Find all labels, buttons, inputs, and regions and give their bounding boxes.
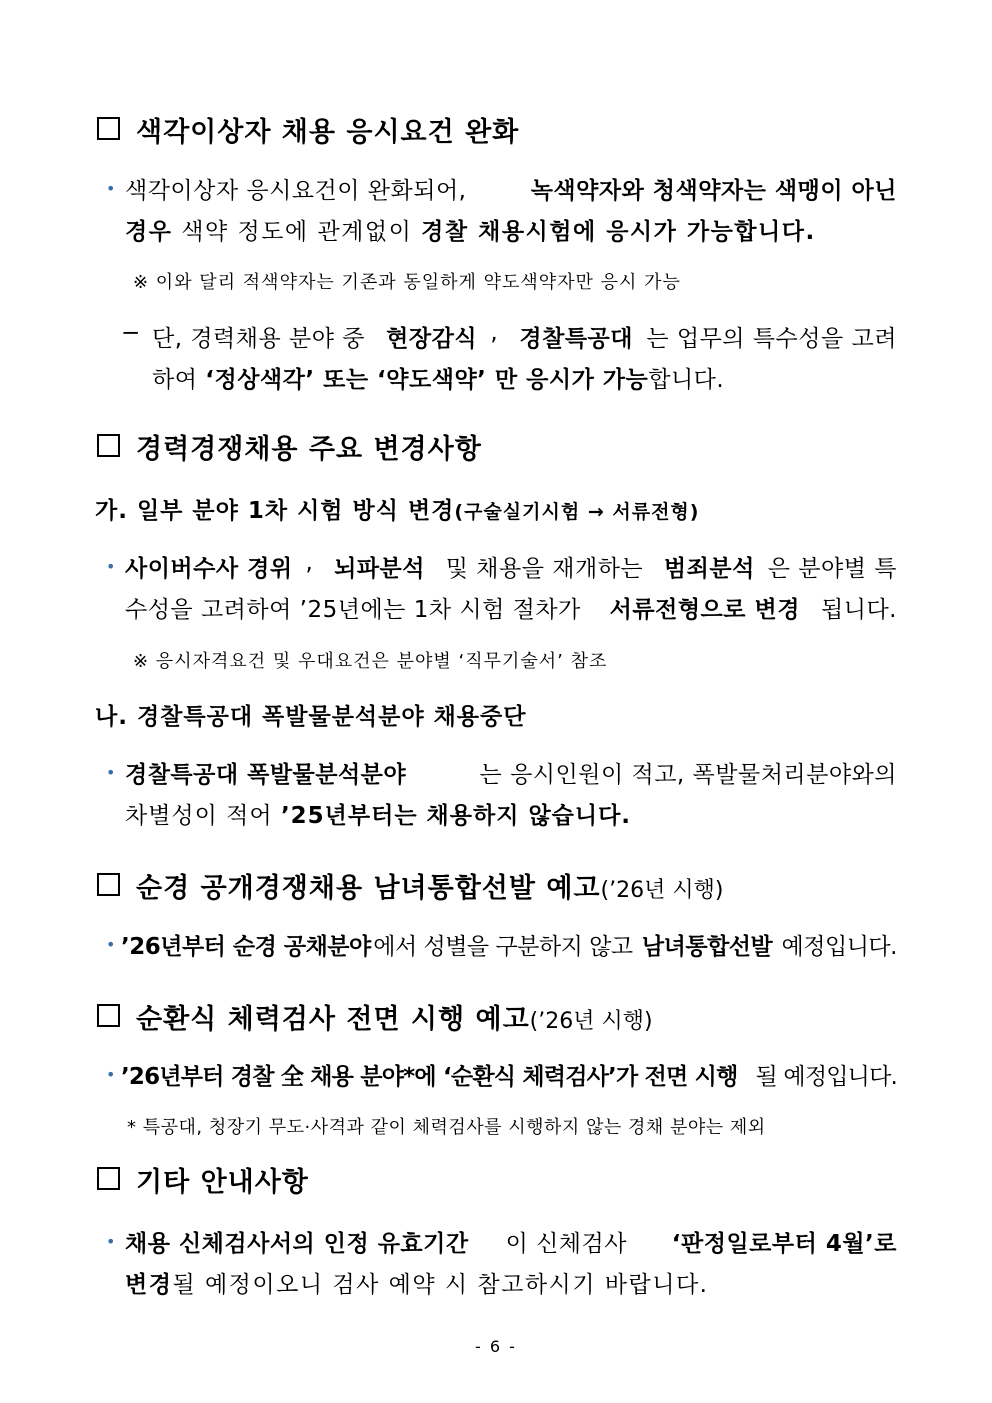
section-2-title: 경력경쟁채용 주요 변경사항 <box>136 434 482 465</box>
text-run: 합니다. <box>648 367 725 393</box>
text-run: 는 응시인원이 적고, 폭발물처리분야와의 <box>479 762 897 788</box>
bullet-icon: • <box>106 1065 116 1084</box>
bold-text: 경찰특공대 <box>519 326 633 352</box>
page-number: - 6 - <box>475 1337 517 1356</box>
s2-ga-line2 <box>125 591 897 624</box>
subsection-ga-paren: (구술실기시험 → 서류전형) <box>454 501 700 523</box>
text-run: 색약 정도에 관계없이 <box>172 219 422 245</box>
s2-ga-line1 <box>125 550 897 583</box>
section-heading-3 <box>97 866 723 905</box>
s2-ga-note: ※ 응시자격요건 및 우대요건은 분야별 ‘직무기술서’ 참조 <box>133 651 608 672</box>
bold-text: ’25년부터는 채용하지 않습니다. <box>280 803 632 829</box>
bullet-icon: • <box>106 179 116 198</box>
section-4-title: 순환식 체력검사 전면 시행 예고 <box>136 1004 530 1035</box>
dash-marker: − <box>121 320 141 346</box>
s1-p1-line1 <box>125 172 897 205</box>
section-heading-4 <box>97 997 653 1036</box>
bold-text: 변경 <box>125 1272 173 1298</box>
bullet-icon: • <box>106 763 116 782</box>
bold-text: 경우 <box>125 219 173 245</box>
text-run: 이 신체검사 <box>505 1231 635 1257</box>
s5-line2 <box>125 1266 708 1299</box>
bold-text: 채용 신체검사서의 인정 유효기간 <box>125 1231 469 1257</box>
checkbox-square-icon <box>97 117 120 140</box>
s4-footnote: * 특공대, 청장기 무도·사격과 같이 체력검사를 시행하지 않는 경채 분야는 제외 <box>127 1117 766 1138</box>
text-run: 수성을 고려하여 ’25년에는 1차 시험 절차가 <box>125 597 589 623</box>
bold-text: 범죄분석 <box>663 556 755 582</box>
text-run: 될 예정이오니 검사 예약 시 참고하시기 바랍니다. <box>172 1272 709 1298</box>
checkbox-square-icon <box>97 1167 120 1190</box>
text-run: 예정입니다. <box>774 934 897 960</box>
bold-text: 뇌파분석 <box>334 556 425 582</box>
subsection-ga-text: 가. 일부 분야 1차 시험 방식 변경 <box>95 498 455 524</box>
text-run: 하여 <box>152 367 206 393</box>
text-run: 는 업무의 특수성을 고려 <box>646 326 897 352</box>
section-heading-5 <box>97 1160 309 1199</box>
bold-text: 경찰특공대 폭발물분석분야 <box>125 762 407 788</box>
s4-line1 <box>121 1058 897 1091</box>
text-run: 색각이상자 응시요건이 완화되어, <box>125 178 475 204</box>
bold-text: 서류전형으로 변경 <box>609 597 800 623</box>
section-3-title: 순경 공개경쟁채용 남녀통합선발 예고 <box>136 873 601 904</box>
s1-note: ※ 이와 달리 적색약자는 기존과 동일하게 약도색약자만 응시 가능 <box>133 272 681 293</box>
text-run: 에서 성별을 구분하지 않고 <box>373 934 640 960</box>
subsection-na-title: 나. 경찰특공대 폭발물분석분야 채용중단 <box>95 704 527 730</box>
text-run: 됩니다. <box>821 597 897 623</box>
bullet-icon: • <box>106 1232 116 1251</box>
bold-text: ‘판정일로부터 4월’로 <box>671 1231 897 1257</box>
section-4-note: (’26년 시행) <box>529 1009 653 1034</box>
text-run: , <box>305 550 322 576</box>
text-run: 은 분야별 특 <box>767 556 897 582</box>
s2-na-line1 <box>125 756 897 789</box>
checkbox-square-icon <box>97 1004 120 1027</box>
s1-p2-line2 <box>152 361 724 394</box>
checkbox-square-icon <box>97 873 120 896</box>
bullet-icon: • <box>106 935 116 954</box>
section-1-title: 색각이상자 채용 응시요건 완화 <box>136 117 520 148</box>
s1-p2-line1 <box>152 320 897 353</box>
bold-text: 경찰 채용시험에 응시가 가능합니다. <box>421 219 816 245</box>
text-run: 차별성이 적어 <box>125 803 281 829</box>
bold-text: ‘정상색각’ 또는 ‘약도색약’ 만 응시가 가능 <box>205 367 649 393</box>
section-3-note: (’26년 시행) <box>600 878 724 903</box>
text-run: , <box>490 320 507 346</box>
bold-text: 사이버수사 경위 <box>125 556 293 582</box>
bold-text: 남녀통합선발 <box>641 934 773 960</box>
bold-text: ’26년부터 경찰 全 채용 분야*에 ‘순환식 체력검사’가 전면 시행 <box>121 1064 738 1090</box>
text-run: 될 예정입니다. <box>755 1064 897 1090</box>
text-run: 단, 경력채용 분야 중 <box>152 326 373 352</box>
section-heading-1 <box>97 110 519 149</box>
checkbox-square-icon <box>97 434 120 457</box>
bold-text: 현장감식 <box>386 326 478 352</box>
s2-na-line2 <box>125 797 631 830</box>
text-run: 및 채용을 재개하는 <box>437 556 651 582</box>
s3-line1 <box>121 928 897 961</box>
subsection-ga-title <box>95 492 699 525</box>
section-heading-2 <box>97 427 482 466</box>
s5-line1 <box>125 1225 897 1258</box>
bullet-icon: • <box>106 557 116 576</box>
s1-p1-line2 <box>125 213 816 246</box>
bold-text: 녹색약자와 청색약자는 색맹이 아닌 <box>530 178 897 204</box>
bold-text: ’26년부터 순경 공채분야 <box>121 934 371 960</box>
section-5-title: 기타 안내사항 <box>136 1167 309 1198</box>
